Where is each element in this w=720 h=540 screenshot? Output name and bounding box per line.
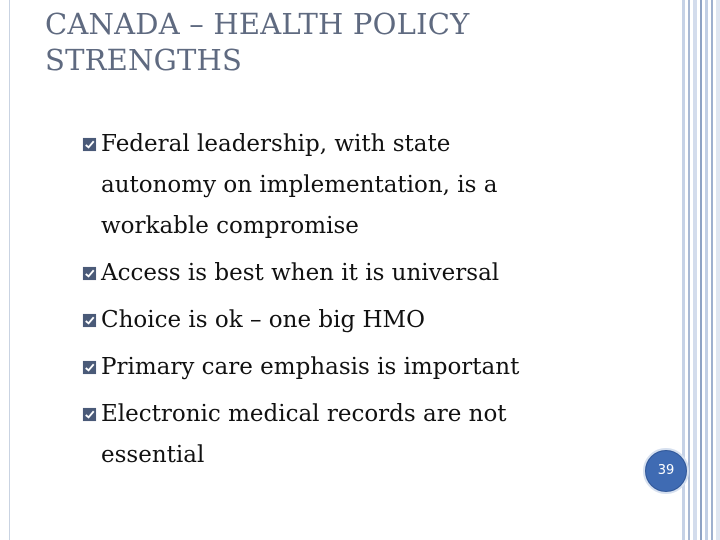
- right-bar: [688, 0, 690, 540]
- left-border-line: [9, 0, 10, 540]
- bullet-item: [82, 124, 642, 247]
- bullet-text-line: Electronic medical records are not: [101, 401, 507, 427]
- right-bar: [693, 0, 697, 540]
- bullet-item: [82, 300, 642, 341]
- right-bar: [716, 0, 720, 540]
- checkbox-square-icon: [82, 360, 97, 375]
- bullet-text-line: Primary care emphasis is important: [101, 354, 520, 380]
- right-bar: [711, 0, 713, 540]
- bullet-text-line: Federal leadership, with state: [101, 131, 451, 157]
- bullet-text-line: workable compromise: [101, 213, 359, 239]
- right-bar: [700, 0, 702, 540]
- slide-title: [45, 6, 665, 78]
- bullet-text-line: Access is best when it is universal: [101, 260, 500, 286]
- bullet-text-line: autonomy on implementation, is a: [101, 172, 498, 198]
- checkbox-square-icon: [82, 137, 97, 152]
- page-number-badge: 39: [643, 448, 689, 494]
- slide-title-line-2: STRENGTHS: [45, 43, 243, 77]
- slide-title-line-1: CANADA – HEALTH POLICY: [45, 7, 470, 41]
- bullet-item: [82, 394, 642, 476]
- bullet-item: [82, 253, 642, 294]
- bullet-text-line: essential: [101, 442, 205, 468]
- bullet-text-line: Choice is ok – one big HMO: [101, 307, 425, 333]
- right-bar: [705, 0, 708, 540]
- checkbox-square-icon: [82, 407, 97, 422]
- checkbox-square-icon: [82, 313, 97, 328]
- checkbox-square-icon: [82, 266, 97, 281]
- bullet-list: [82, 124, 642, 482]
- bullet-item: [82, 347, 642, 388]
